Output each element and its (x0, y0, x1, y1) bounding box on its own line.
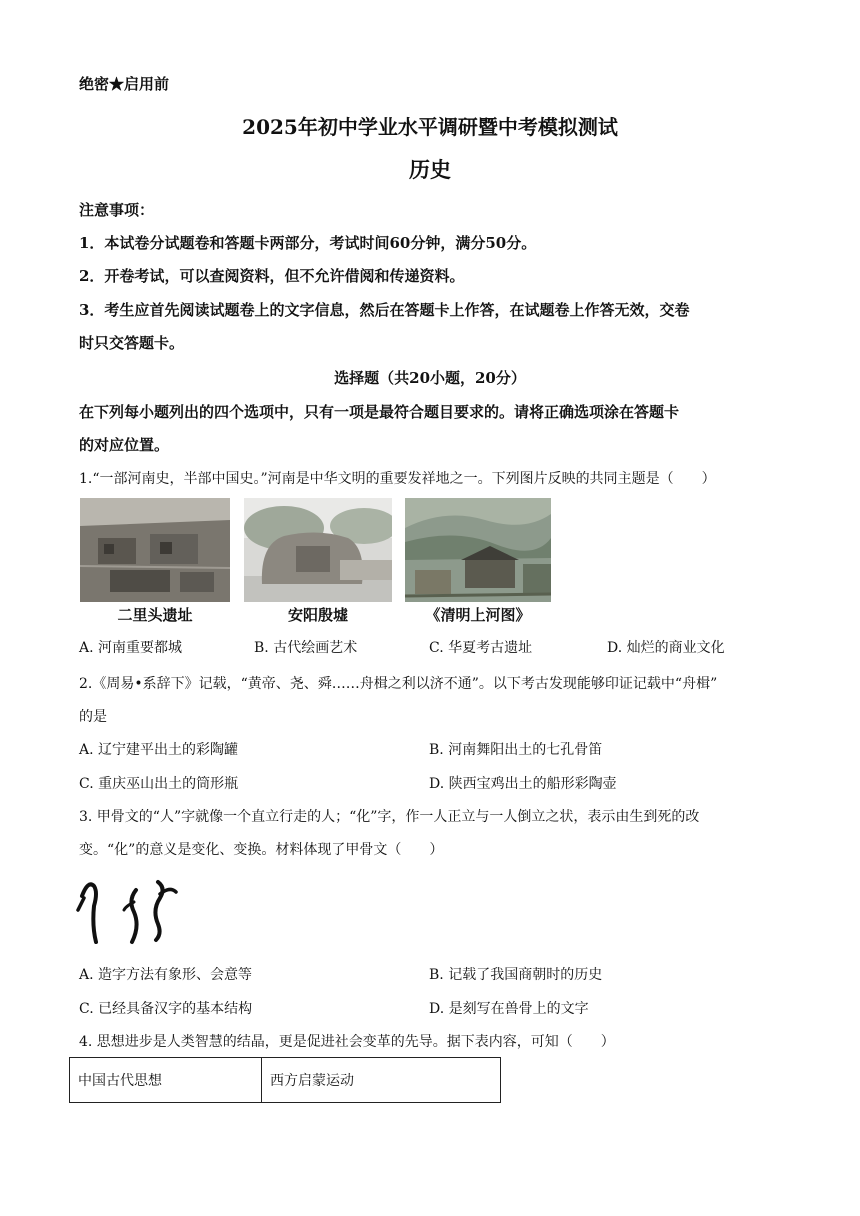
q3-option-b: B. 记载了我国商朝时的历史 (429, 967, 603, 983)
q3-option-c: C. 已经具备汉字的基本结构 (79, 1001, 253, 1017)
qingming-painting-photo (405, 498, 551, 602)
section-instruction: 的对应位置。 (79, 436, 170, 454)
notice-heading: 注意事项： (79, 201, 155, 219)
table-row (70, 1058, 501, 1103)
notice-item: 时只交答题卡。 (79, 334, 185, 352)
q3-stem: 变。“化”的意义是变化、变换。材料体现了甲骨文（ ） (79, 842, 444, 858)
exam-title: 2025年初中学业水平调研暨中考模拟测试 (242, 115, 618, 139)
q3-option-a: A. 造字方法有象形、会意等 (79, 967, 253, 983)
notice-item: 3．考生应首先阅读试题卷上的文字信息，然后在答题卡上作答，在试题卷上作答无效，交卷 (79, 301, 690, 319)
q2-option-c: C. 重庆巫山出土的筒形瓶 (79, 776, 239, 792)
q2-option-a: A. 辽宁建平出土的彩陶罐 (79, 742, 239, 758)
section-title: 选择题（共20小题，20分） (334, 369, 526, 387)
secret-label: 绝密★启用前 (79, 75, 170, 93)
q2-option-b: B. 河南舞阳出土的七孔骨笛 (429, 742, 603, 758)
figure-caption: 二里头遗址 (117, 606, 193, 624)
q2-stem: 的是 (79, 709, 107, 725)
figure-caption: 《清明上河图》 (425, 606, 531, 624)
notice-item: 2．开卷考试，可以查阅资料，但不允许借阅和传递资料。 (79, 267, 465, 285)
q3-option-d: D. 是刻写在兽骨上的文字 (429, 1001, 589, 1017)
q4-stem: 4. 思想进步是人类智慧的结晶，更是促进社会变革的先导。据下表内容，可知（ ） (79, 1034, 615, 1050)
oracle-bone-glyphs-icon (76, 876, 186, 946)
q1-option-b: B. 古代绘画艺术 (254, 640, 358, 656)
q3-stem: 3. 甲骨文的“人”字就像一个直立行走的人；“化”字，作一人正立与一人倒立之状，表示由生到死的改 (79, 809, 700, 825)
table-header-cell: 中国古代思想 (70, 1058, 262, 1103)
yinxu-monument-photo (244, 498, 392, 602)
comparison-table (69, 1057, 501, 1103)
q1-stem: 1.“一部河南史，半部中国史。”河南是中华文明的重要发祥地之一。下列图片反映的共同主题是（ ） (79, 471, 716, 487)
subject-title: 历史 (409, 157, 451, 182)
notice-item: 1．本试卷分试题卷和答题卡两部分，考试时间60分钟，满分50分。 (79, 234, 537, 252)
erlitou-site-photo (80, 498, 230, 602)
figure-caption: 安阳殷墟 (287, 606, 348, 624)
q1-option-a: A. 河南重要都城 (79, 640, 183, 656)
section-instruction: 在下列每小题列出的四个选项中，只有一项是最符合题目要求的。请将正确选项涂在答题卡 (79, 403, 680, 421)
q1-option-d: D. 灿烂的商业文化 (607, 640, 725, 656)
q1-option-c: C. 华夏考古遗址 (429, 640, 533, 656)
table-header-cell: 西方启蒙运动 (262, 1058, 501, 1103)
q2-option-d: D. 陕西宝鸡出土的船形彩陶壶 (429, 776, 617, 792)
q2-stem: 2.《周易•系辞下》记载，“黄帝、尧、舜……舟楫之利以济不通”。以下考古发现能够印证记载中“舟楫” (79, 676, 718, 692)
